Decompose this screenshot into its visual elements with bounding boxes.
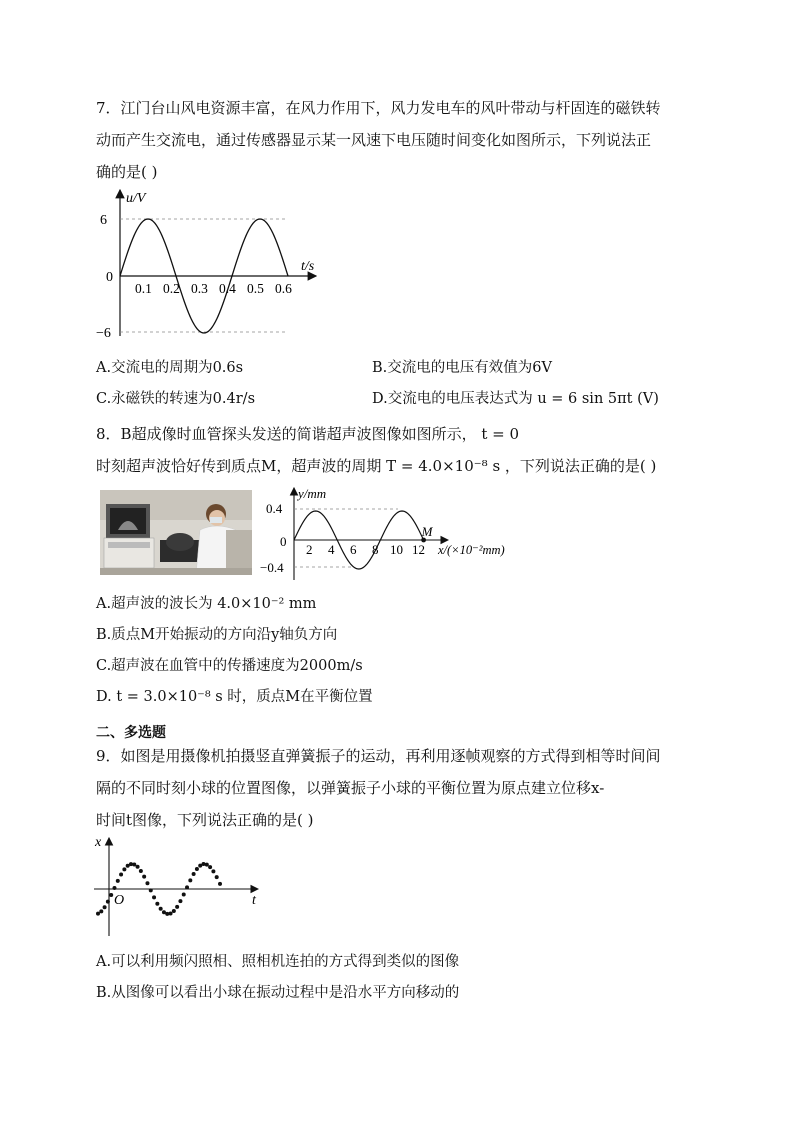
q8-xtick-6: 6 [350,542,357,557]
q8-stem-line2: 时刻超声波恰好传到质点M，超声波的周期 T = 4.0×10⁻⁸ s ，下列说法正确的是( ) [96,457,657,475]
q7-xtick-5: 0.5 [247,281,264,296]
q7-ytick-6: 6 [100,213,107,228]
q9-option-b[interactable]: B.从图像可以看出小球在振动过程中是沿水平方向移动的 [96,985,460,1001]
q9-xlabel: t [252,893,256,908]
q9-dot [112,886,116,890]
q7-stem [96,92,706,188]
q8-xtick-12: 12 [412,542,425,557]
q9-dot [172,909,176,913]
q7-xtick-6: 0.6 [275,281,292,296]
q9-dot [178,899,182,903]
q7-option-a[interactable]: A.交流电的周期为0.6s [96,360,244,376]
q9-dot [106,900,110,904]
q8-xtick-10: 10 [390,542,403,557]
q7-ylabel: u/V [126,191,146,206]
q9-ylabel: x [95,835,102,850]
q9-dot [211,869,215,873]
q7-xtick-4: 0.4 [219,281,236,296]
q9-dot [192,872,196,876]
q8-option-a[interactable]: A.超声波的波长为 4.0×10⁻² mm [96,596,317,612]
q9-dot [175,905,179,909]
q8-ytick-04: 0.4 [266,501,283,516]
q9-dot [149,888,153,892]
q9-dot [136,865,140,869]
q9-dot [218,882,222,886]
q9-stem-line1: 9．如图是用摄像机拍摄竖直弹簧振子的运动，再利用逐帧观察的方式得到相等时间间 [96,747,661,765]
q9-stem-line3: 时间t图像，下列说法正确的是( ) [96,811,314,829]
ultrasound-photo [100,490,252,575]
q7-option-d[interactable]: D.交流电的电压表达式为 u = 6 sin 5πt (V) [372,391,659,407]
q8-stem-line1: 8．B超成像时血管探头发送的简谐超声波图像如图所示， t = 0 [96,425,520,443]
q8-stem [96,418,736,482]
q9-dot [182,892,186,896]
q7-xtick-3: 0.3 [191,281,208,296]
q9-dot [159,907,163,911]
q9-dot [215,875,219,879]
q9-dot [142,875,146,879]
q7-option-c[interactable]: C.永磁铁的转速为0.4r/s [96,391,256,407]
q8-point-m-label: M [421,524,433,539]
q9-origin-label: O [114,893,125,908]
section-title: 二、多选题 [96,725,166,741]
q7-ytick-neg6: −6 [96,326,111,341]
q8-xtick-4: 4 [328,542,335,557]
q7-option-b[interactable]: B.交流电的电压有效值为6V [372,360,552,376]
q9-dot [155,902,159,906]
q9-dot [116,879,120,883]
q8-xtick-2: 2 [306,542,313,557]
q9-dot [205,863,209,867]
q8-wave-chart [258,484,518,582]
q8-option-c[interactable]: C.超声波在血管中的传播速度为2000m/s [96,658,363,674]
q9-dot [109,893,113,897]
q7-xlabel: t/s [301,259,315,274]
q9-dot [195,867,199,871]
q9-dot [145,881,149,885]
q9-dot [99,909,103,913]
q9-dot [132,862,136,866]
q9-dot [96,912,100,916]
q8-ylabel: y/mm [298,486,327,501]
q7-xtick-2: 0.2 [163,281,180,296]
q8-ytick-neg04: −0.4 [260,560,284,575]
q9-dot [152,895,156,899]
q9-dot [139,869,143,873]
q9-dot [103,905,107,909]
q9-dot [188,878,192,882]
q7-xtick-1: 0.1 [135,281,152,296]
q9-stem [96,740,706,836]
q9-dot [122,867,126,871]
q7-voltage-chart [96,186,336,346]
q8-ytick-0: 0 [280,534,287,549]
q9-dot [119,873,123,877]
q9-option-a[interactable]: A.可以利用频闪照相、照相机连拍的方式得到类似的图像 [96,954,460,970]
q9-dot [185,885,189,889]
q7-stem-line1: 7．江门台山风电资源丰富，在风力作用下，风力发电车的风叶带动与杆固连的磁铁转 [96,99,661,117]
q9-dot [169,911,173,915]
q7-stem-line2: 动而产生交流电，通过传感器显示某一风速下电压随时间变化如图所示，下列说法正 [96,131,652,149]
q8-xtick-8: 8 [372,542,379,557]
q7-ytick-0: 0 [106,270,113,285]
q9-dot-chart [92,832,272,942]
q8-xlabel: x/(×10⁻²mm) [438,543,505,557]
q7-stem-line3: 确的是( ) [96,163,158,181]
q8-option-d[interactable]: D. t = 3.0×10⁻⁸ s 时，质点M在平衡位置 [96,689,373,705]
q9-dot [208,865,212,869]
q8-option-b[interactable]: B.质点M开始振动的方向沿y轴负方向 [96,627,338,643]
q9-stem-line2: 隔的不同时刻小球的位置图像，以弹簧振子小球的平衡位置为原点建立位移x- [96,779,605,797]
